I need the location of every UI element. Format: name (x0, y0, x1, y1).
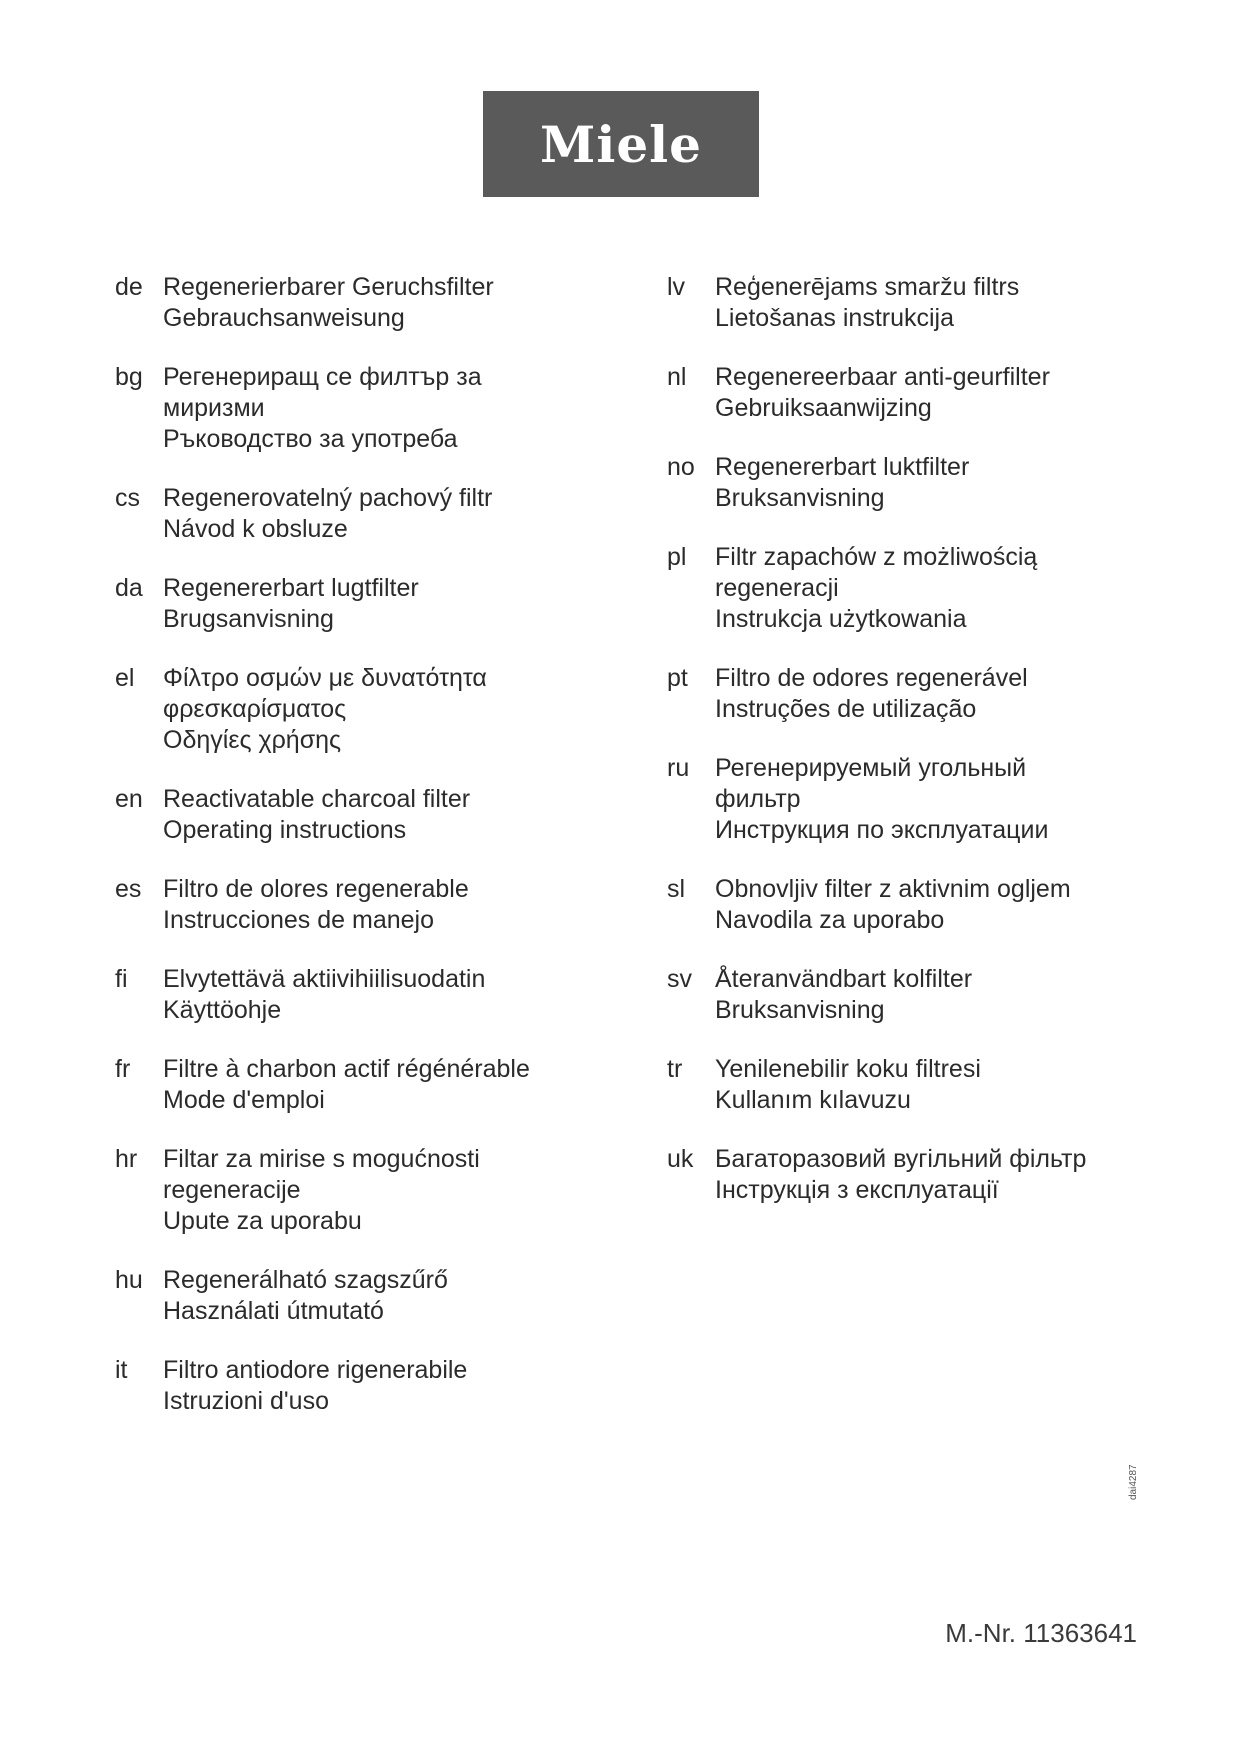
language-entry-no (667, 452, 1187, 514)
language-text (715, 362, 1187, 424)
manual-type-label: Gebruiksaanwijzing (715, 394, 932, 422)
manual-type-label: Brugsanvisning (163, 605, 334, 633)
language-entry-tr (667, 1054, 1187, 1116)
product-name-line: Yenilenebilir koku filtresi (715, 1055, 981, 1083)
language-entry-pt (667, 663, 1187, 725)
language-code: hu (115, 1266, 143, 1294)
product-name-line: Φίλτρο οσμών με δυνατότητα (163, 664, 487, 692)
language-code: it (115, 1356, 128, 1384)
brand-logo-text: Miele (540, 114, 702, 174)
language-code: el (115, 664, 135, 692)
product-name-line: Regenerálható szagszűrő (163, 1266, 448, 1294)
language-list-right (667, 272, 1187, 1234)
language-code: cs (115, 484, 140, 512)
product-name-line: Obnovljiv filter z aktivnim ogljem (715, 875, 1071, 903)
product-name-line: Filtro de olores regenerable (163, 875, 469, 903)
product-name-line: Regenererbart lugtfilter (163, 574, 419, 602)
manual-type-label: Navodila za uporabo (715, 906, 945, 934)
brand-logo (483, 91, 759, 197)
product-name-line: Reģenerējams smaržu filtrs (715, 273, 1020, 301)
manual-type-label: Инструкция по эксплуатации (715, 816, 1049, 844)
language-entry-sv (667, 964, 1187, 1026)
product-name-line: Filtr zapachów z możliwością (715, 543, 1038, 571)
product-name-line: Elvytettävä aktiivihiilisuodatin (163, 965, 486, 993)
product-name-line: regeneracije (163, 1176, 301, 1204)
manual-type-label: Instruções de utilização (715, 695, 977, 723)
language-code: no (667, 453, 695, 481)
language-text (163, 483, 625, 545)
language-code: en (115, 785, 143, 813)
product-name-line: Regenerierbarer Geruchsfilter (163, 273, 494, 301)
language-code: sv (667, 965, 692, 993)
manual-type-label: Gebrauchsanweisung (163, 304, 405, 332)
language-entry-es (115, 874, 625, 936)
product-name-line: Återanvändbart kolfilter (715, 965, 973, 993)
language-text (163, 362, 625, 455)
manual-type-label: Інструкція з експлуатації (715, 1176, 999, 1204)
language-entry-nl (667, 362, 1187, 424)
language-entry-fr (115, 1054, 625, 1116)
language-code: ru (667, 754, 690, 782)
product-name-line: Reactivatable charcoal filter (163, 785, 471, 813)
manual-type-label: Ръководство за употреба (163, 425, 458, 453)
language-entry-lv (667, 272, 1187, 334)
manual-type-label: Käyttöohje (163, 996, 282, 1024)
manual-type-label: Bruksanvisning (715, 484, 885, 512)
language-code: es (115, 875, 142, 903)
language-text (163, 964, 625, 1026)
manual-type-label: Lietošanas instrukcija (715, 304, 955, 332)
manual-type-label: Οδηγίες χρήσης (163, 726, 342, 754)
language-entry-ru (667, 753, 1187, 846)
product-name-line: φρεσκαρίσματος (163, 695, 347, 723)
language-text (163, 1355, 625, 1417)
product-name-line: Regenerovatelný pachový filtr (163, 484, 493, 512)
language-entry-it (115, 1355, 625, 1417)
product-name-line: Filtro antiodore rigenerabile (163, 1356, 468, 1384)
language-entry-cs (115, 483, 625, 545)
product-name-line: фильтр (715, 785, 801, 813)
language-text (715, 272, 1187, 334)
language-entry-bg (115, 362, 625, 455)
language-text (163, 784, 625, 846)
language-text (715, 542, 1187, 635)
language-text (715, 1054, 1187, 1116)
language-entry-el (115, 663, 625, 756)
language-entry-fi (115, 964, 625, 1026)
manual-type-label: Upute za uporabu (163, 1207, 362, 1235)
product-name-line: Регенериращ се филтър за (163, 363, 482, 391)
language-entry-uk (667, 1144, 1187, 1206)
language-code: uk (667, 1145, 694, 1173)
manual-type-label: Istruzioni d'uso (163, 1387, 329, 1415)
document-id: dai4287 (1128, 1464, 1139, 1500)
language-code: pl (667, 543, 687, 571)
manual-type-label: Bruksanvisning (715, 996, 885, 1024)
product-name-line: regeneracji (715, 574, 839, 602)
language-text (715, 874, 1187, 936)
language-code: sl (667, 875, 686, 903)
manual-type-label: Használati útmutató (163, 1297, 384, 1325)
language-text (163, 272, 625, 334)
language-entry-hr (115, 1144, 625, 1237)
language-code: fr (115, 1055, 131, 1083)
material-number: M.-Nr. 11363641 (945, 1618, 1137, 1648)
language-code: lv (667, 273, 686, 301)
language-entry-pl (667, 542, 1187, 635)
manual-type-label: Instrucciones de manejo (163, 906, 434, 934)
language-text (715, 1144, 1187, 1206)
language-entry-en (115, 784, 625, 846)
product-name-line: Regenererbart luktfilter (715, 453, 970, 481)
product-name-line: Регенерируемый угольный (715, 754, 1027, 782)
language-entry-sl (667, 874, 1187, 936)
manual-type-label: Kullanım kılavuzu (715, 1086, 911, 1114)
language-code: hr (115, 1145, 138, 1173)
language-text (163, 1144, 625, 1237)
product-name-line: Filtre à charbon actif régénérable (163, 1055, 530, 1083)
language-text (715, 663, 1187, 725)
product-name-line: миризми (163, 394, 265, 422)
language-text (163, 1054, 625, 1116)
language-text (163, 1265, 625, 1327)
language-entry-da (115, 573, 625, 635)
product-name-line: Filtar za mirise s mogućnosti (163, 1145, 480, 1173)
manual-type-label: Návod k obsluze (163, 515, 348, 543)
language-code: de (115, 273, 143, 301)
language-code: bg (115, 363, 143, 391)
language-entry-hu (115, 1265, 625, 1327)
language-code: nl (667, 363, 687, 391)
language-code: tr (667, 1055, 683, 1083)
language-entry-de (115, 272, 625, 334)
product-name-line: Filtro de odores regenerável (715, 664, 1028, 692)
language-code: fi (115, 965, 128, 993)
language-text (715, 964, 1187, 1026)
language-text (163, 663, 625, 756)
manual-type-label: Mode d'emploi (163, 1086, 325, 1114)
language-text (163, 874, 625, 936)
language-code: pt (667, 664, 688, 692)
language-list-left (115, 272, 625, 1445)
product-name-line: Багаторазовий вугільний фільтр (715, 1145, 1087, 1173)
language-code: da (115, 574, 143, 602)
product-name-line: Regenereerbaar anti-geurfilter (715, 363, 1050, 391)
manual-type-label: Operating instructions (163, 816, 407, 844)
manual-type-label: Instrukcja użytkowania (715, 605, 967, 633)
language-text (715, 753, 1187, 846)
language-text (715, 452, 1187, 514)
language-text (163, 573, 625, 635)
